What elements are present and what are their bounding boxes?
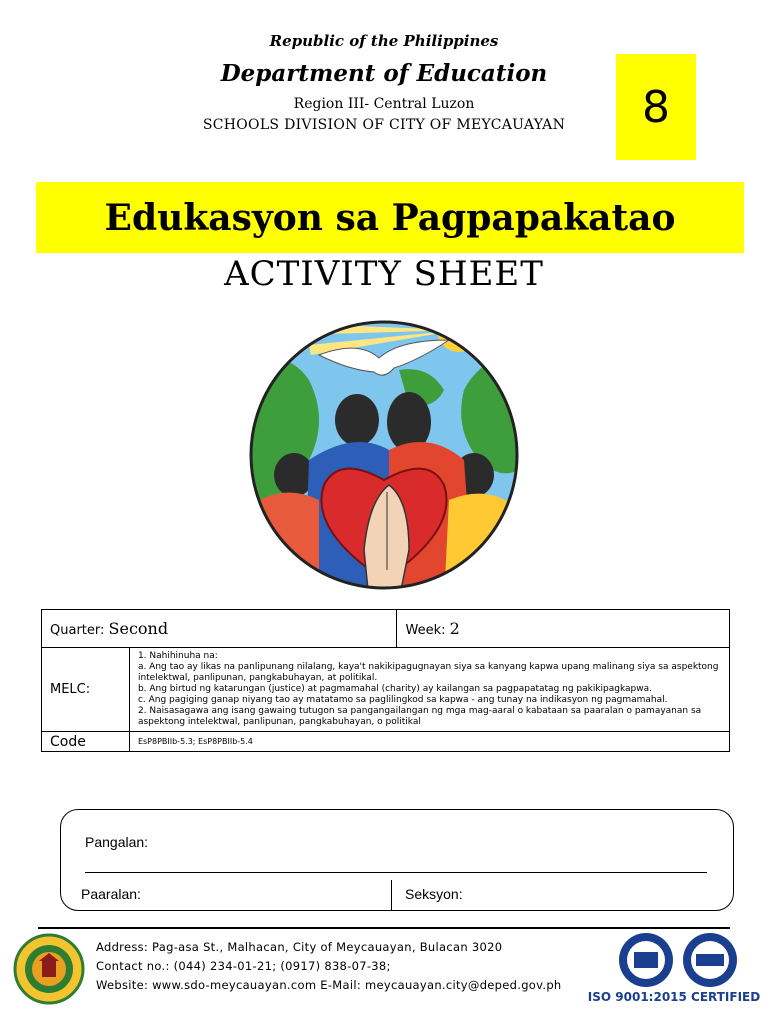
- republic-heading: Republic of the Philippines: [269, 32, 499, 50]
- footer-contact: [96, 938, 562, 995]
- code-row: [42, 732, 730, 752]
- box-divider: [391, 880, 392, 911]
- deped-seal-icon: [13, 933, 85, 1005]
- grade-level-badge: 8: [616, 54, 696, 160]
- quarter-cell: [42, 610, 397, 648]
- melc-line: c. Ang pagiging ganap niyang tao ay matatamo sa paglilingkod sa kapwa - ang tunay na indikasyon ng pagmamahal.: [137, 695, 668, 705]
- melc-label: MELC:: [42, 648, 130, 732]
- lesson-info-table: [41, 609, 730, 752]
- quarter-label: Quarter:: [50, 623, 105, 638]
- quarter-value: Second: [108, 619, 169, 638]
- cover-illustration: [249, 310, 519, 600]
- subject-banner: [36, 182, 744, 253]
- footer-website-email: Website: www.sdo-meycauayan.com E-Mail: meycauayan.city@deped.gov.ph: [96, 978, 562, 992]
- section-label: Seksyon:: [405, 886, 463, 902]
- division-heading: SCHOOLS DIVISION OF CITY OF MEYCAUAYAN: [202, 117, 566, 133]
- department-heading: Department of Education: [220, 60, 548, 87]
- footer-divider: [38, 927, 730, 929]
- melc-line: 1. Nahihinuha na:: [137, 651, 218, 661]
- melc-row: [42, 648, 730, 732]
- week-cell: [397, 610, 730, 648]
- week-value: 2: [449, 619, 460, 638]
- melc-content: [129, 648, 729, 732]
- footer-contact-numbers: Contact no.: (044) 234-01-21; (0917) 838-07-38;: [96, 959, 391, 973]
- code-value: EsP8PBIIb-5.3; EsP8PBIIb-5.4: [129, 732, 729, 752]
- iso-certification-label: ISO 9001:2015 CERTIFIED: [587, 990, 761, 1004]
- student-info-box: [60, 809, 734, 911]
- certification-logos-icon: [612, 932, 762, 992]
- melc-line: 2. Naisasagawa ang isang gawaing tutugon sa pangangailangan ng mga mag-aaral o kabataan sa paaralan o pamayanan sa aspektong intelektwal, panlipunan, pangkabuhayan, o politikal: [137, 706, 702, 727]
- sheet-type-title: ACTIVITY SHEET: [224, 254, 544, 294]
- name-line[interactable]: [85, 872, 707, 873]
- subject-title: Edukasyon sa Pagpapakatao: [104, 196, 676, 239]
- school-label: Paaralan:: [81, 886, 141, 902]
- name-label: Pangalan:: [85, 834, 149, 850]
- quarter-week-row: [42, 610, 730, 648]
- week-label: Week:: [405, 623, 446, 638]
- melc-line: b. Ang birtud ng katarungan (justice) at pagmamahal (charity) ay kailangan sa pagpapatatag ng pakikipagkapwa.: [137, 684, 653, 694]
- code-label: Code: [42, 732, 130, 752]
- footer-address: Address: Pag-asa St., Malhacan, City of Meycauayan, Bulacan 3020: [96, 940, 503, 954]
- melc-line: a. Ang tao ay likas na panlipunang nilalang, kaya't nakikipagugnayan siya sa kanyang kapwa upang malinang siya sa aspektong intelektwal, panlipunan, pangkabuhayan, at politikal.: [137, 662, 719, 683]
- region-heading: Region III- Central Luzon: [293, 96, 475, 112]
